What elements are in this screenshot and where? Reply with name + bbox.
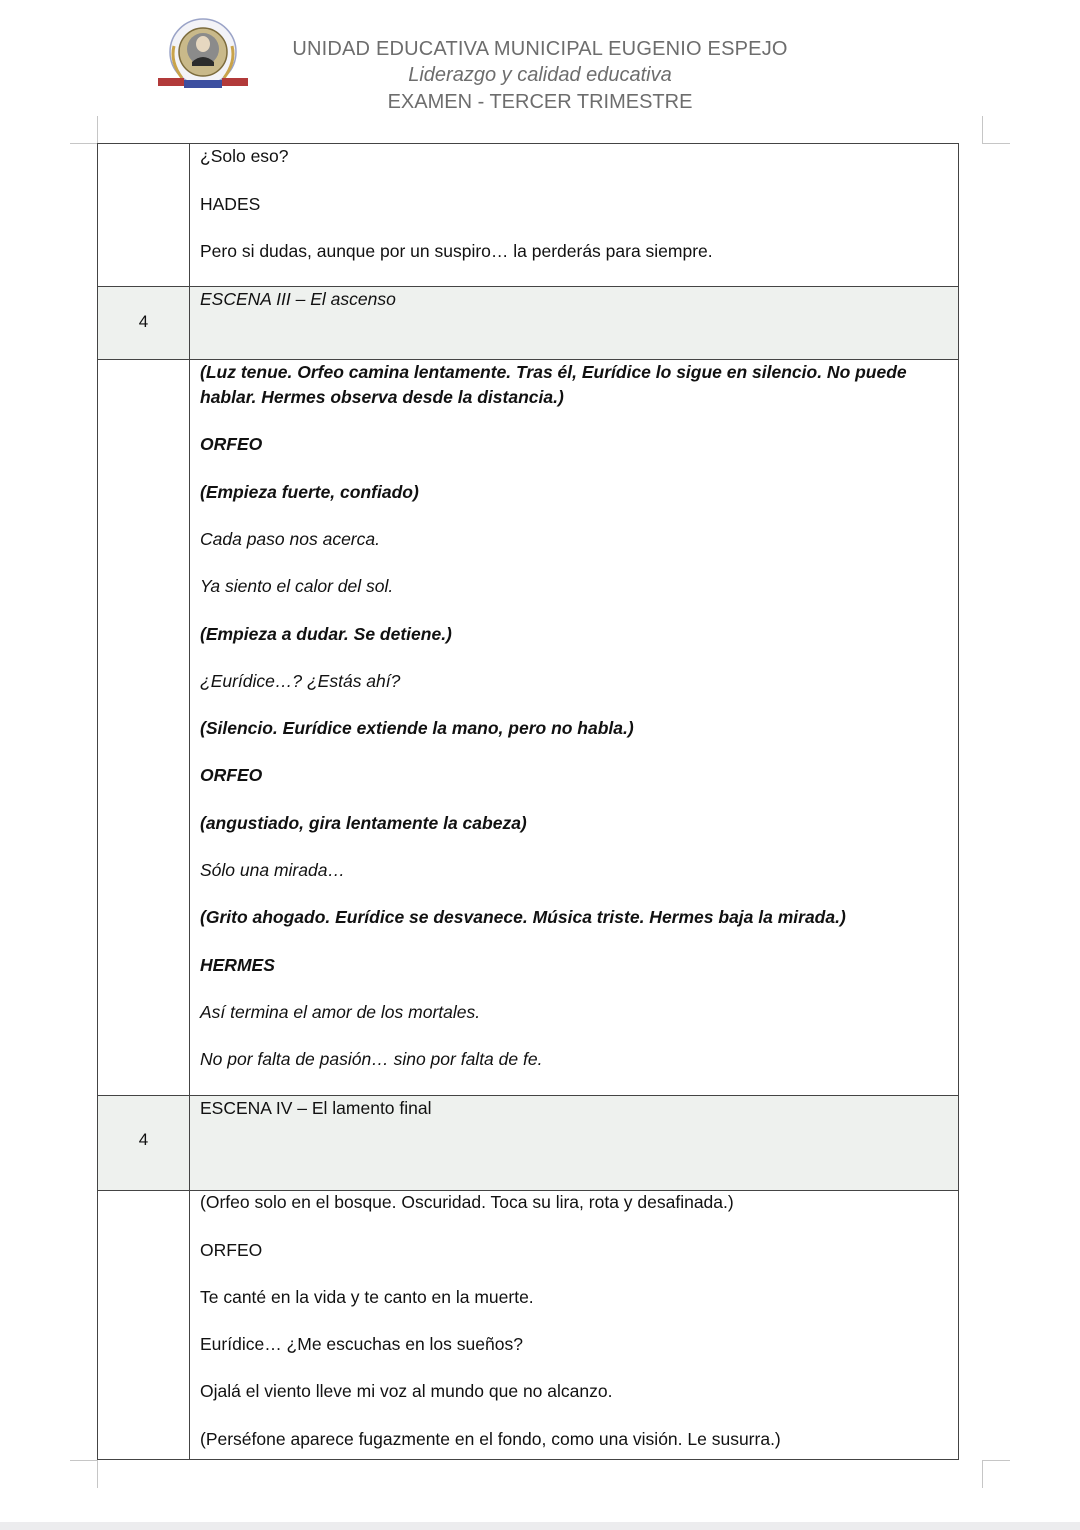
script-line: Eurídice… ¿Me escuchas en los sueños?: [200, 1334, 523, 1354]
script-line: No por falta de pasión… sino por falta de fe.: [200, 1049, 543, 1069]
school-motto: Liderazgo y calidad educativa: [408, 64, 672, 86]
row-number: 4: [138, 312, 149, 331]
table-row: [98, 143, 958, 286]
stage-direction: hablar. Hermes observa desde la distancia.): [200, 387, 564, 407]
script-line: Ojalá el viento lleve mi voz al mundo que no alcanzo.: [200, 1381, 613, 1401]
stage-direction: (Grito ahogado. Eurídice se desvanece. Música triste. Hermes baja la mirada.): [200, 907, 846, 927]
script-line: Así termina el amor de los mortales.: [200, 1002, 481, 1022]
script-line: Cada paso nos acerca.: [200, 529, 380, 549]
page-bottom-band: [0, 1522, 1080, 1530]
scene-header-row: [98, 1095, 958, 1190]
table-row: [98, 1190, 958, 1460]
scene-title: ESCENA IV – El lamento final: [200, 1098, 432, 1118]
character-name: HADES: [200, 194, 261, 214]
crop-mark-bottom-right-v: [982, 1460, 983, 1488]
character-name: ORFEO: [200, 765, 263, 785]
school-name: UNIDAD EDUCATIVA MUNICIPAL EUGENIO ESPEJO: [292, 38, 788, 60]
stage-direction: (Orfeo solo en el bosque. Oscuridad. Toca su lira, rota y desafinada.): [200, 1192, 734, 1212]
character-name: ORFEO: [200, 434, 263, 454]
crop-mark-top-right-v: [982, 116, 983, 143]
character-name: ORFEO: [200, 1240, 263, 1260]
crop-mark-bottom-left-v: [97, 1460, 98, 1488]
stage-direction: (angustiado, gira lentamente la cabeza): [200, 813, 527, 833]
script-line: ¿Eurídice…? ¿Estás ahí?: [200, 671, 401, 691]
stage-direction: (Silencio. Eurídice extiende la mano, pero no habla.): [200, 718, 634, 738]
stage-direction: (Empieza fuerte, confiado): [200, 482, 419, 502]
crop-mark-bottom-left-h: [70, 1460, 98, 1461]
scene-header-row: [98, 286, 958, 359]
table-bottom-border: [97, 1459, 959, 1460]
crop-mark-top-left-v: [97, 116, 98, 144]
script-line: Sólo una mirada…: [200, 860, 345, 880]
scene-title: ESCENA III – El ascenso: [200, 289, 396, 309]
script-line: Te canté en la vida y te canto en la muerte.: [200, 1287, 534, 1307]
stage-direction: (Luz tenue. Orfeo camina lentamente. Tras él, Eurídice lo sigue en silencio. No puede: [200, 362, 907, 382]
crop-mark-top-left-h: [70, 143, 98, 144]
character-name: HERMES: [200, 955, 275, 975]
script-line: ¿Solo eso?: [200, 146, 289, 166]
script-table: [97, 143, 959, 1460]
crop-mark-top-right-h: [982, 143, 1010, 144]
exam-title: EXAMEN - TERCER TRIMESTRE: [387, 91, 693, 113]
script-line: Ya siento el calor del sol.: [200, 576, 394, 596]
row-number: 4: [138, 1130, 149, 1149]
stage-direction: (Perséfone aparece fugazmente en el fondo, como una visión. Le susurra.): [200, 1429, 781, 1449]
stage-direction: (Empieza a dudar. Se detiene.): [200, 624, 452, 644]
table-row: [98, 359, 958, 1095]
crop-mark-bottom-right-h: [982, 1460, 1010, 1461]
script-line: Pero si dudas, aunque por un suspiro… la perderás para siempre.: [200, 241, 713, 261]
school-logo-icon: [156, 16, 250, 96]
